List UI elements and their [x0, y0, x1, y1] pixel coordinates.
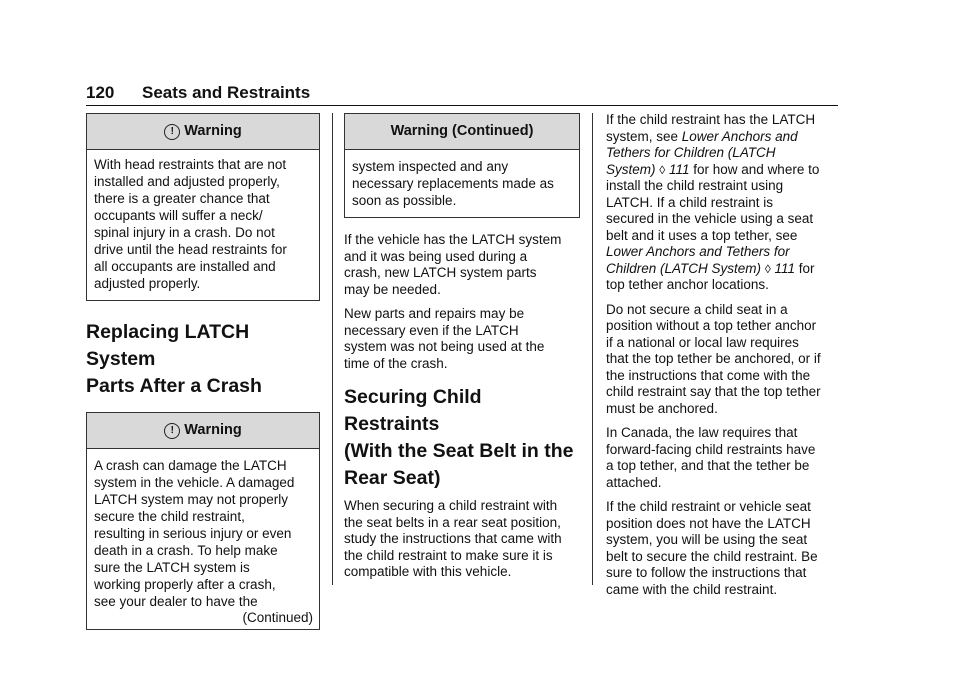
column-divider-1	[332, 113, 333, 585]
paragraph-top-tether: Do not secure a child seat in a position without a top tether anchor if a national or local law requires that the top tether be anchored, or if the instructions that come with the child restraint say that the top tether must be anchored.	[606, 301, 821, 416]
warning-body: With head restraints that are not installed and adjusted properly, there is a greater chance that occupants will suffer a neck/ spinal injury in a crash. Do not drive until the head restraints for all occupants are installed and adjusted properly.	[94, 157, 287, 291]
section-heading-replacing-latch: Replacing LATCH System Parts After a Crash	[86, 321, 262, 397]
column-1	[86, 113, 320, 630]
warning-title: Warning	[184, 123, 242, 139]
warning-box-head-restraints	[86, 113, 320, 301]
warning-body: system inspected and any necessary replacements made as soon as possible.	[352, 159, 554, 208]
warning-header: Warning (Continued)	[345, 114, 579, 150]
page-number: 120	[86, 83, 115, 102]
paragraph-new-parts: New parts and repairs may be necessary even if the LATCH system was not being used at the time of the crash.	[344, 306, 545, 371]
link-lower-anchors[interactable]: Lower Anchors and Tethers for Children (LATCH System)	[606, 128, 798, 177]
page-ref-icon: ◊	[764, 261, 771, 276]
page-ref-number[interactable]: 111	[668, 161, 690, 177]
column-2	[344, 113, 580, 581]
paragraph-latch-reference: If the child restraint has the LATCH system, see Lower Anchors and Tethers for Children (LATCH System) ◊ 111 for how and where to install the child restraint using LATCH. If a child restraint is secured in the vehicle using a seat belt and it uses a top tether, see Lower Anchors and Tethers for Children (LATCH System) ◊ 111 for top tether anchor locations.	[606, 112, 820, 292]
warning-header	[87, 413, 319, 449]
warning-body: A crash can damage the LATCH system in the vehicle. A damaged LATCH system may not properly secure the child restraint, resulting in serious injury or even death in a crash. To help make sure the LATCH system is working properly after a crash, see your dealer to have the	[94, 458, 295, 609]
column-3	[606, 112, 842, 598]
continued-label: (Continued)	[242, 610, 313, 625]
page-ref-number[interactable]: 111	[774, 260, 796, 276]
warning-icon: !	[164, 124, 180, 140]
paragraph-latch-parts: If the vehicle has the LATCH system and it was being used during a crash, new LATCH system parts may be needed.	[344, 232, 562, 297]
warning-box-latch-damage	[86, 412, 320, 630]
section-title: Seats and Restraints	[142, 83, 311, 102]
page-ref-icon: ◊	[659, 162, 666, 177]
page-header	[86, 83, 838, 106]
section-heading-securing-child-restraints: Securing Child Restraints (With the Seat Belt in the Rear Seat)	[344, 386, 574, 489]
warning-header	[87, 114, 319, 150]
warning-icon: !	[164, 423, 180, 439]
warning-box-continued	[344, 113, 580, 218]
paragraph-canada: In Canada, the law requires that forward-facing child restraints have a top tether, and that the tether be attached.	[606, 425, 816, 490]
column-divider-2	[592, 113, 593, 585]
paragraph-seat-belts: When securing a child restraint with the seat belts in a rear seat position, study the instructions that came with the child restraint to make sure it is compatible with this vehicle.	[344, 498, 562, 579]
paragraph-no-latch: If the child restraint or vehicle seat position does not have the LATCH system, you will be using the seat belt to secure the child restraint. Be sure to follow the instructions that came with the child restraint.	[606, 499, 818, 597]
warning-title: Warning	[184, 422, 242, 438]
link-lower-anchors-2[interactable]: Lower Anchors and Tethers for Children (LATCH System)	[606, 244, 790, 276]
